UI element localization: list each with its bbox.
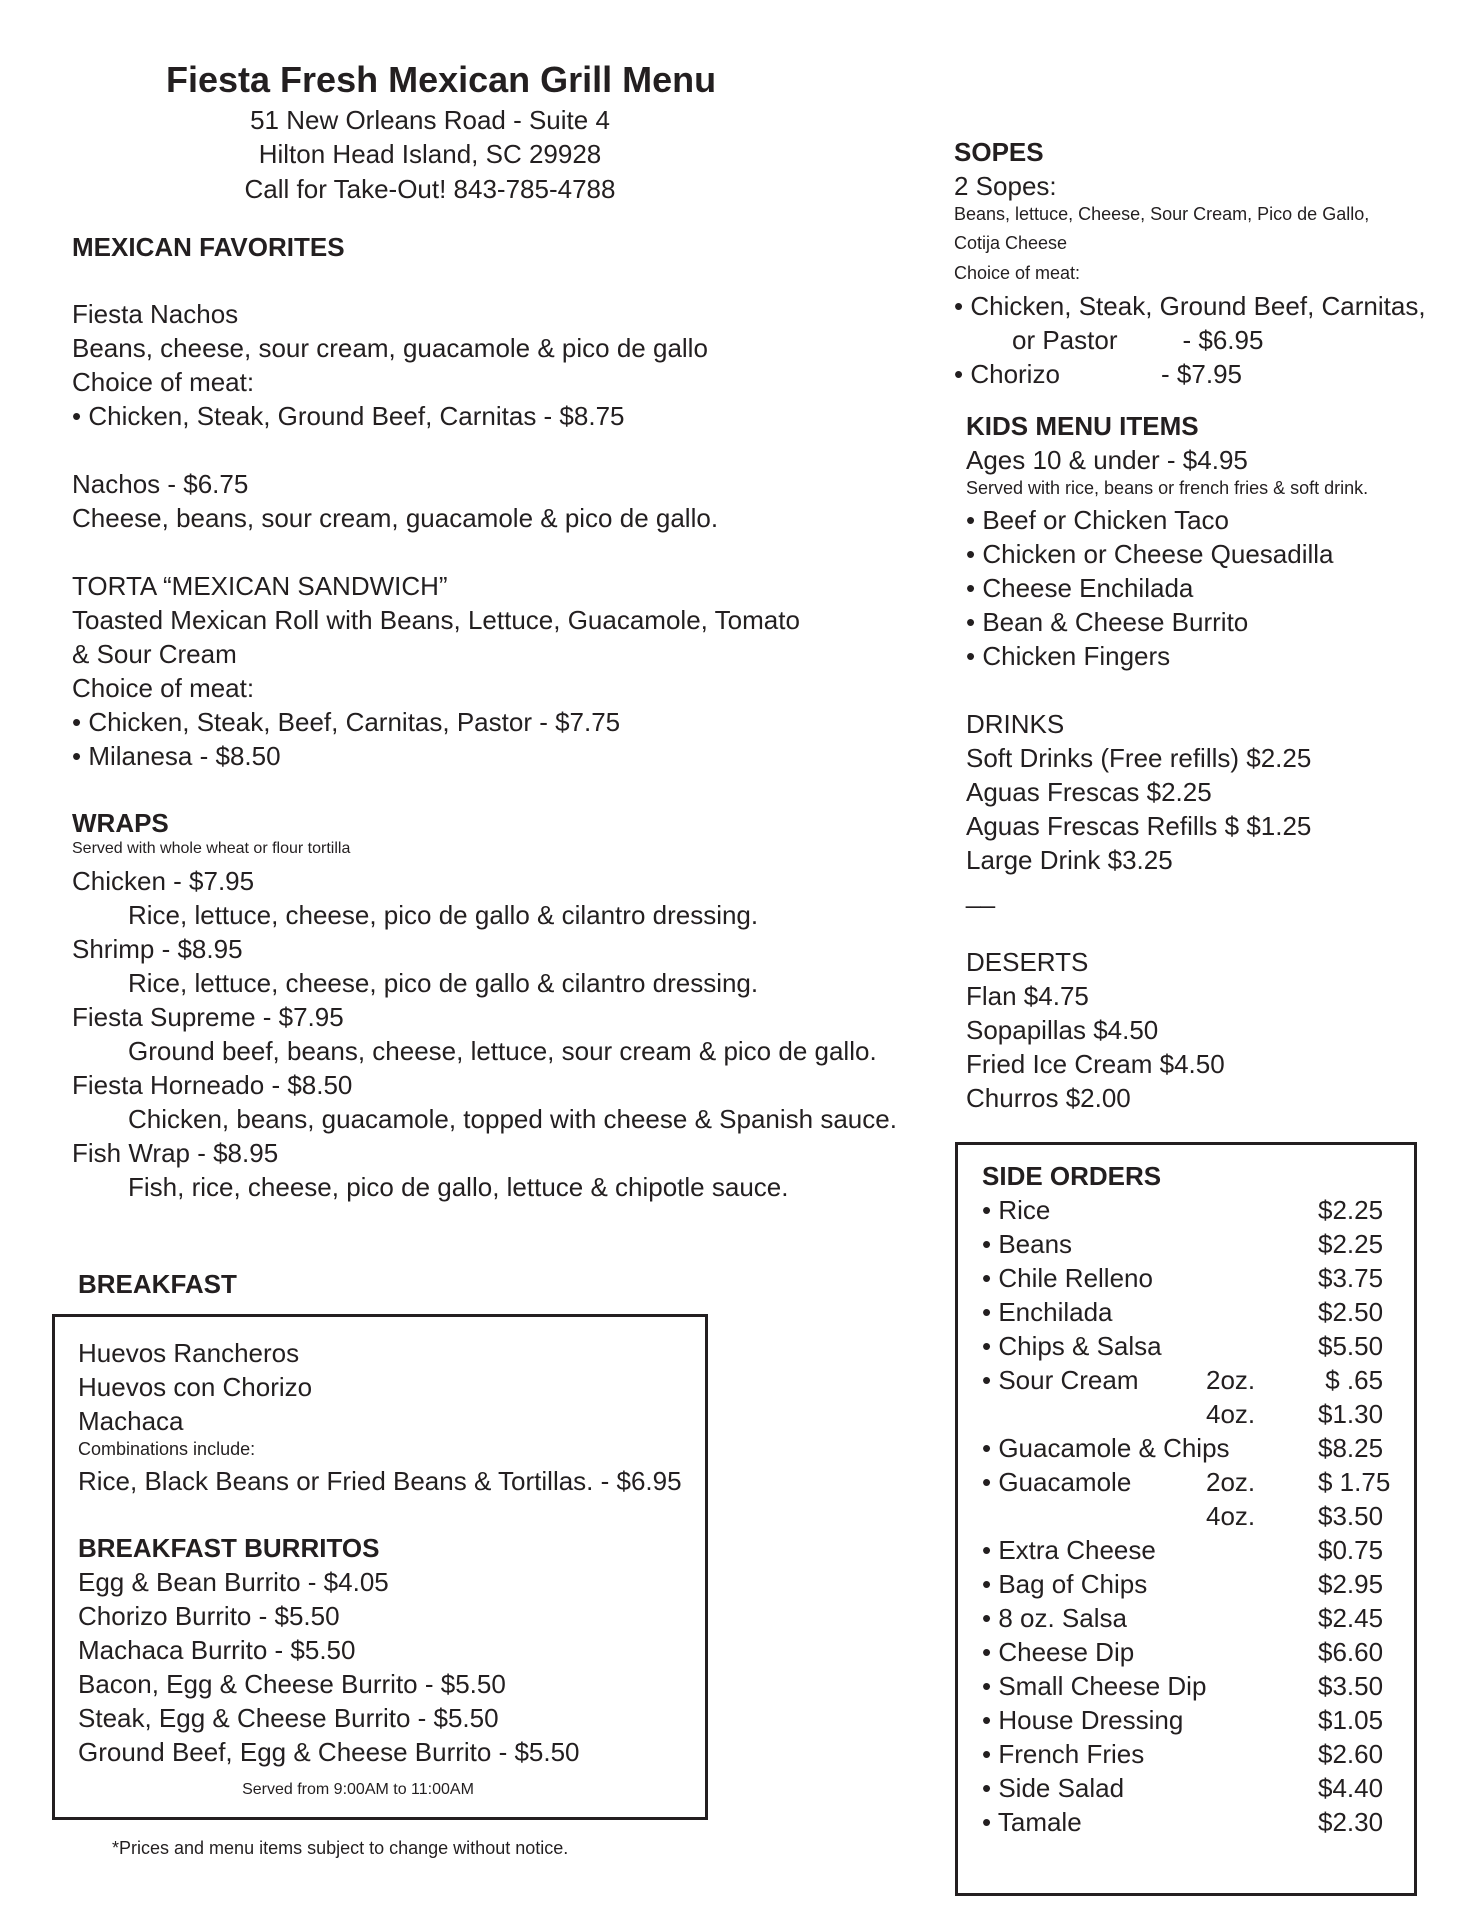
drinks-heading: DRINKS — [966, 709, 1065, 739]
wrap-desc: Chicken, beans, guacamole, topped with cheese & Spanish sauce. — [128, 1104, 897, 1134]
desert-item: Churros $2.00 — [966, 1083, 1131, 1113]
combo-note: Combinations include: — [78, 1439, 256, 1459]
drink-item: Aguas Frescas Refills $ $1.25 — [966, 811, 1312, 841]
sopes-choice: Choice of meat: — [954, 263, 1081, 283]
side-order-price: $2.25 — [1318, 1229, 1384, 1259]
side-order-size: 2oz. — [1206, 1467, 1256, 1497]
mexican-favorites-heading: MEXICAN FAVORITES — [72, 232, 345, 262]
drink-item: Soft Drinks (Free refills) $2.25 — [966, 743, 1312, 773]
side-order-name: • Enchilada — [982, 1297, 1113, 1327]
address-line-1: 51 New Orleans Road - Suite 4 — [250, 105, 610, 135]
side-order-price: $2.50 — [1318, 1297, 1384, 1327]
sopes-heading: SOPES — [954, 137, 1044, 167]
menu-line: • Chicken, Steak, Beef, Carnitas, Pastor - $7.75 — [72, 707, 621, 737]
sopes-desc: Beans, lettuce, Cheese, Sour Cream, Pico de Gallo, — [954, 204, 1370, 224]
wrap-name: Fiesta Horneado - $8.50 — [72, 1070, 353, 1100]
disclaimer: *Prices and menu items subject to change without notice. — [112, 1838, 569, 1858]
desert-item: Flan $4.75 — [966, 981, 1089, 1011]
side-order-name: • Cheese Dip — [982, 1637, 1135, 1667]
menu-line: • Milanesa - $8.50 — [72, 741, 281, 771]
side-order-price: $6.60 — [1318, 1637, 1384, 1667]
side-order-name: • Guacamole — [982, 1467, 1132, 1497]
menu-line: & Sour Cream — [72, 639, 237, 669]
burrito-item: Bacon, Egg & Cheese Burrito - $5.50 — [78, 1669, 506, 1699]
wraps-note: Served with whole wheat or flour tortilla — [72, 840, 351, 857]
side-order-size: 4oz. — [1206, 1501, 1256, 1531]
burrito-item: Steak, Egg & Cheese Burrito - $5.50 — [78, 1703, 499, 1733]
wrap-desc: Rice, lettuce, cheese, pico de gallo & cilantro dressing. — [128, 968, 759, 998]
divider-dash: __ — [966, 879, 995, 909]
side-order-name: • Sour Cream — [982, 1365, 1139, 1395]
menu-line: TORTA “MEXICAN SANDWICH” — [72, 571, 448, 601]
side-order-price: $2.45 — [1318, 1603, 1384, 1633]
side-order-price: $0.75 — [1318, 1535, 1384, 1565]
menu-line: Fiesta Nachos — [72, 299, 239, 329]
side-order-name: • Extra Cheese — [982, 1535, 1156, 1565]
burrito-item: Machaca Burrito - $5.50 — [78, 1635, 356, 1665]
drink-item: Aguas Frescas $2.25 — [966, 777, 1212, 807]
sopes-line: • Chicken, Steak, Ground Beef, Carnitas, — [954, 291, 1426, 321]
side-order-price: $ .65 — [1318, 1365, 1384, 1395]
breakfast-item: Machaca — [78, 1406, 184, 1436]
burrito-item: Chorizo Burrito - $5.50 — [78, 1601, 340, 1631]
sopes-desc: Cotija Cheese — [954, 233, 1068, 253]
kids-note: Served with rice, beans or french fries & soft drink. — [966, 478, 1369, 498]
side-order-name: • Tamale — [982, 1807, 1082, 1837]
side-order-price: $3.50 — [1318, 1501, 1384, 1531]
side-order-price: $2.60 — [1318, 1739, 1384, 1769]
menu-line: Toasted Mexican Roll with Beans, Lettuce, Guacamole, Tomato — [72, 605, 800, 635]
drink-item: Large Drink $3.25 — [966, 845, 1173, 875]
side-order-name: • Bag of Chips — [982, 1569, 1148, 1599]
phone-line: Call for Take-Out! 843-785-4788 — [244, 174, 616, 204]
desert-item: Fried Ice Cream $4.50 — [966, 1049, 1225, 1079]
breakfast-item: Huevos Rancheros — [78, 1338, 300, 1368]
sopes-count: 2 Sopes: — [954, 171, 1057, 201]
wraps-heading: WRAPS — [72, 808, 169, 838]
side-orders-heading: SIDE ORDERS — [982, 1161, 1162, 1191]
kids-item: • Bean & Cheese Burrito — [966, 607, 1249, 637]
side-order-price: $3.50 — [1318, 1671, 1384, 1701]
sopes-line: or Pastor - $6.95 — [1012, 325, 1264, 355]
side-order-name: • House Dressing — [982, 1705, 1184, 1735]
side-order-name: • Side Salad — [982, 1773, 1125, 1803]
wrap-name: Fiesta Supreme - $7.95 — [72, 1002, 344, 1032]
desert-item: Sopapillas $4.50 — [966, 1015, 1159, 1045]
breakfast-item: Huevos con Chorizo — [78, 1372, 313, 1402]
burrito-item: Ground Beef, Egg & Cheese Burrito - $5.50 — [78, 1737, 580, 1767]
side-order-name: • 8 oz. Salsa — [982, 1603, 1127, 1633]
wrap-desc: Ground beef, beans, cheese, lettuce, sour cream & pico de gallo. — [128, 1036, 877, 1066]
side-order-price: $5.50 — [1318, 1331, 1384, 1361]
breakfast-heading: BREAKFAST — [78, 1269, 237, 1299]
side-order-name: • Rice — [982, 1195, 1051, 1225]
served-hours: Served from 9:00AM to 11:00AM — [242, 1781, 474, 1798]
wrap-name: Fish Wrap - $8.95 — [72, 1138, 279, 1168]
menu-line: Choice of meat: — [72, 367, 255, 397]
side-order-price: $1.05 — [1318, 1705, 1384, 1735]
sopes-line: • Chorizo - $7.95 — [954, 359, 1242, 389]
side-order-price: $2.30 — [1318, 1807, 1384, 1837]
combo-line: Rice, Black Beans or Fried Beans & Tortillas. - $6.95 — [78, 1466, 682, 1496]
side-order-price: $2.95 — [1318, 1569, 1384, 1599]
menu-line: Cheese, beans, sour cream, guacamole & pico de gallo. — [72, 503, 719, 533]
side-order-price: $2.25 — [1318, 1195, 1384, 1225]
kids-ages: Ages 10 & under - $4.95 — [966, 445, 1248, 475]
side-order-price: $8.25 — [1318, 1433, 1384, 1463]
kids-item: • Chicken or Cheese Quesadilla — [966, 539, 1334, 569]
menu-line: Choice of meat: — [72, 673, 255, 703]
kids-item: • Cheese Enchilada — [966, 573, 1194, 603]
wrap-name: Shrimp - $8.95 — [72, 934, 243, 964]
side-order-price: $3.75 — [1318, 1263, 1384, 1293]
side-order-price: $1.30 — [1318, 1399, 1384, 1429]
side-order-price: $4.40 — [1318, 1773, 1384, 1803]
address-line-2: Hilton Head Island, SC 29928 — [258, 139, 602, 169]
burrito-item: Egg & Bean Burrito - $4.05 — [78, 1567, 389, 1597]
page-title: Fiesta Fresh Mexican Grill Menu — [166, 59, 717, 100]
side-order-size: 2oz. — [1206, 1365, 1256, 1395]
kids-item: • Beef or Chicken Taco — [966, 505, 1229, 535]
menu-line: Beans, cheese, sour cream, guacamole & pico de gallo — [72, 333, 708, 363]
side-order-name: • Chile Relleno — [982, 1263, 1153, 1293]
wrap-desc: Fish, rice, cheese, pico de gallo, lettuce & chipotle sauce. — [128, 1172, 789, 1202]
side-order-name: • Chips & Salsa — [982, 1331, 1162, 1361]
wrap-name: Chicken - $7.95 — [72, 866, 255, 896]
wrap-desc: Rice, lettuce, cheese, pico de gallo & cilantro dressing. — [128, 900, 759, 930]
side-order-name: • Small Cheese Dip — [982, 1671, 1207, 1701]
kids-heading: KIDS MENU ITEMS — [966, 411, 1199, 441]
side-order-size: 4oz. — [1206, 1399, 1256, 1429]
side-order-name: • French Fries — [982, 1739, 1145, 1769]
side-order-name: • Guacamole & Chips — [982, 1433, 1230, 1463]
side-order-price: $ 1.75 — [1318, 1467, 1391, 1497]
menu-line: • Chicken, Steak, Ground Beef, Carnitas - $8.75 — [72, 401, 625, 431]
menu-line: Nachos - $6.75 — [72, 469, 249, 499]
kids-item: • Chicken Fingers — [966, 641, 1171, 671]
breakfast-burritos-heading: BREAKFAST BURRITOS — [78, 1533, 380, 1563]
deserts-heading: DESERTS — [966, 947, 1089, 977]
side-order-name: • Beans — [982, 1229, 1073, 1259]
